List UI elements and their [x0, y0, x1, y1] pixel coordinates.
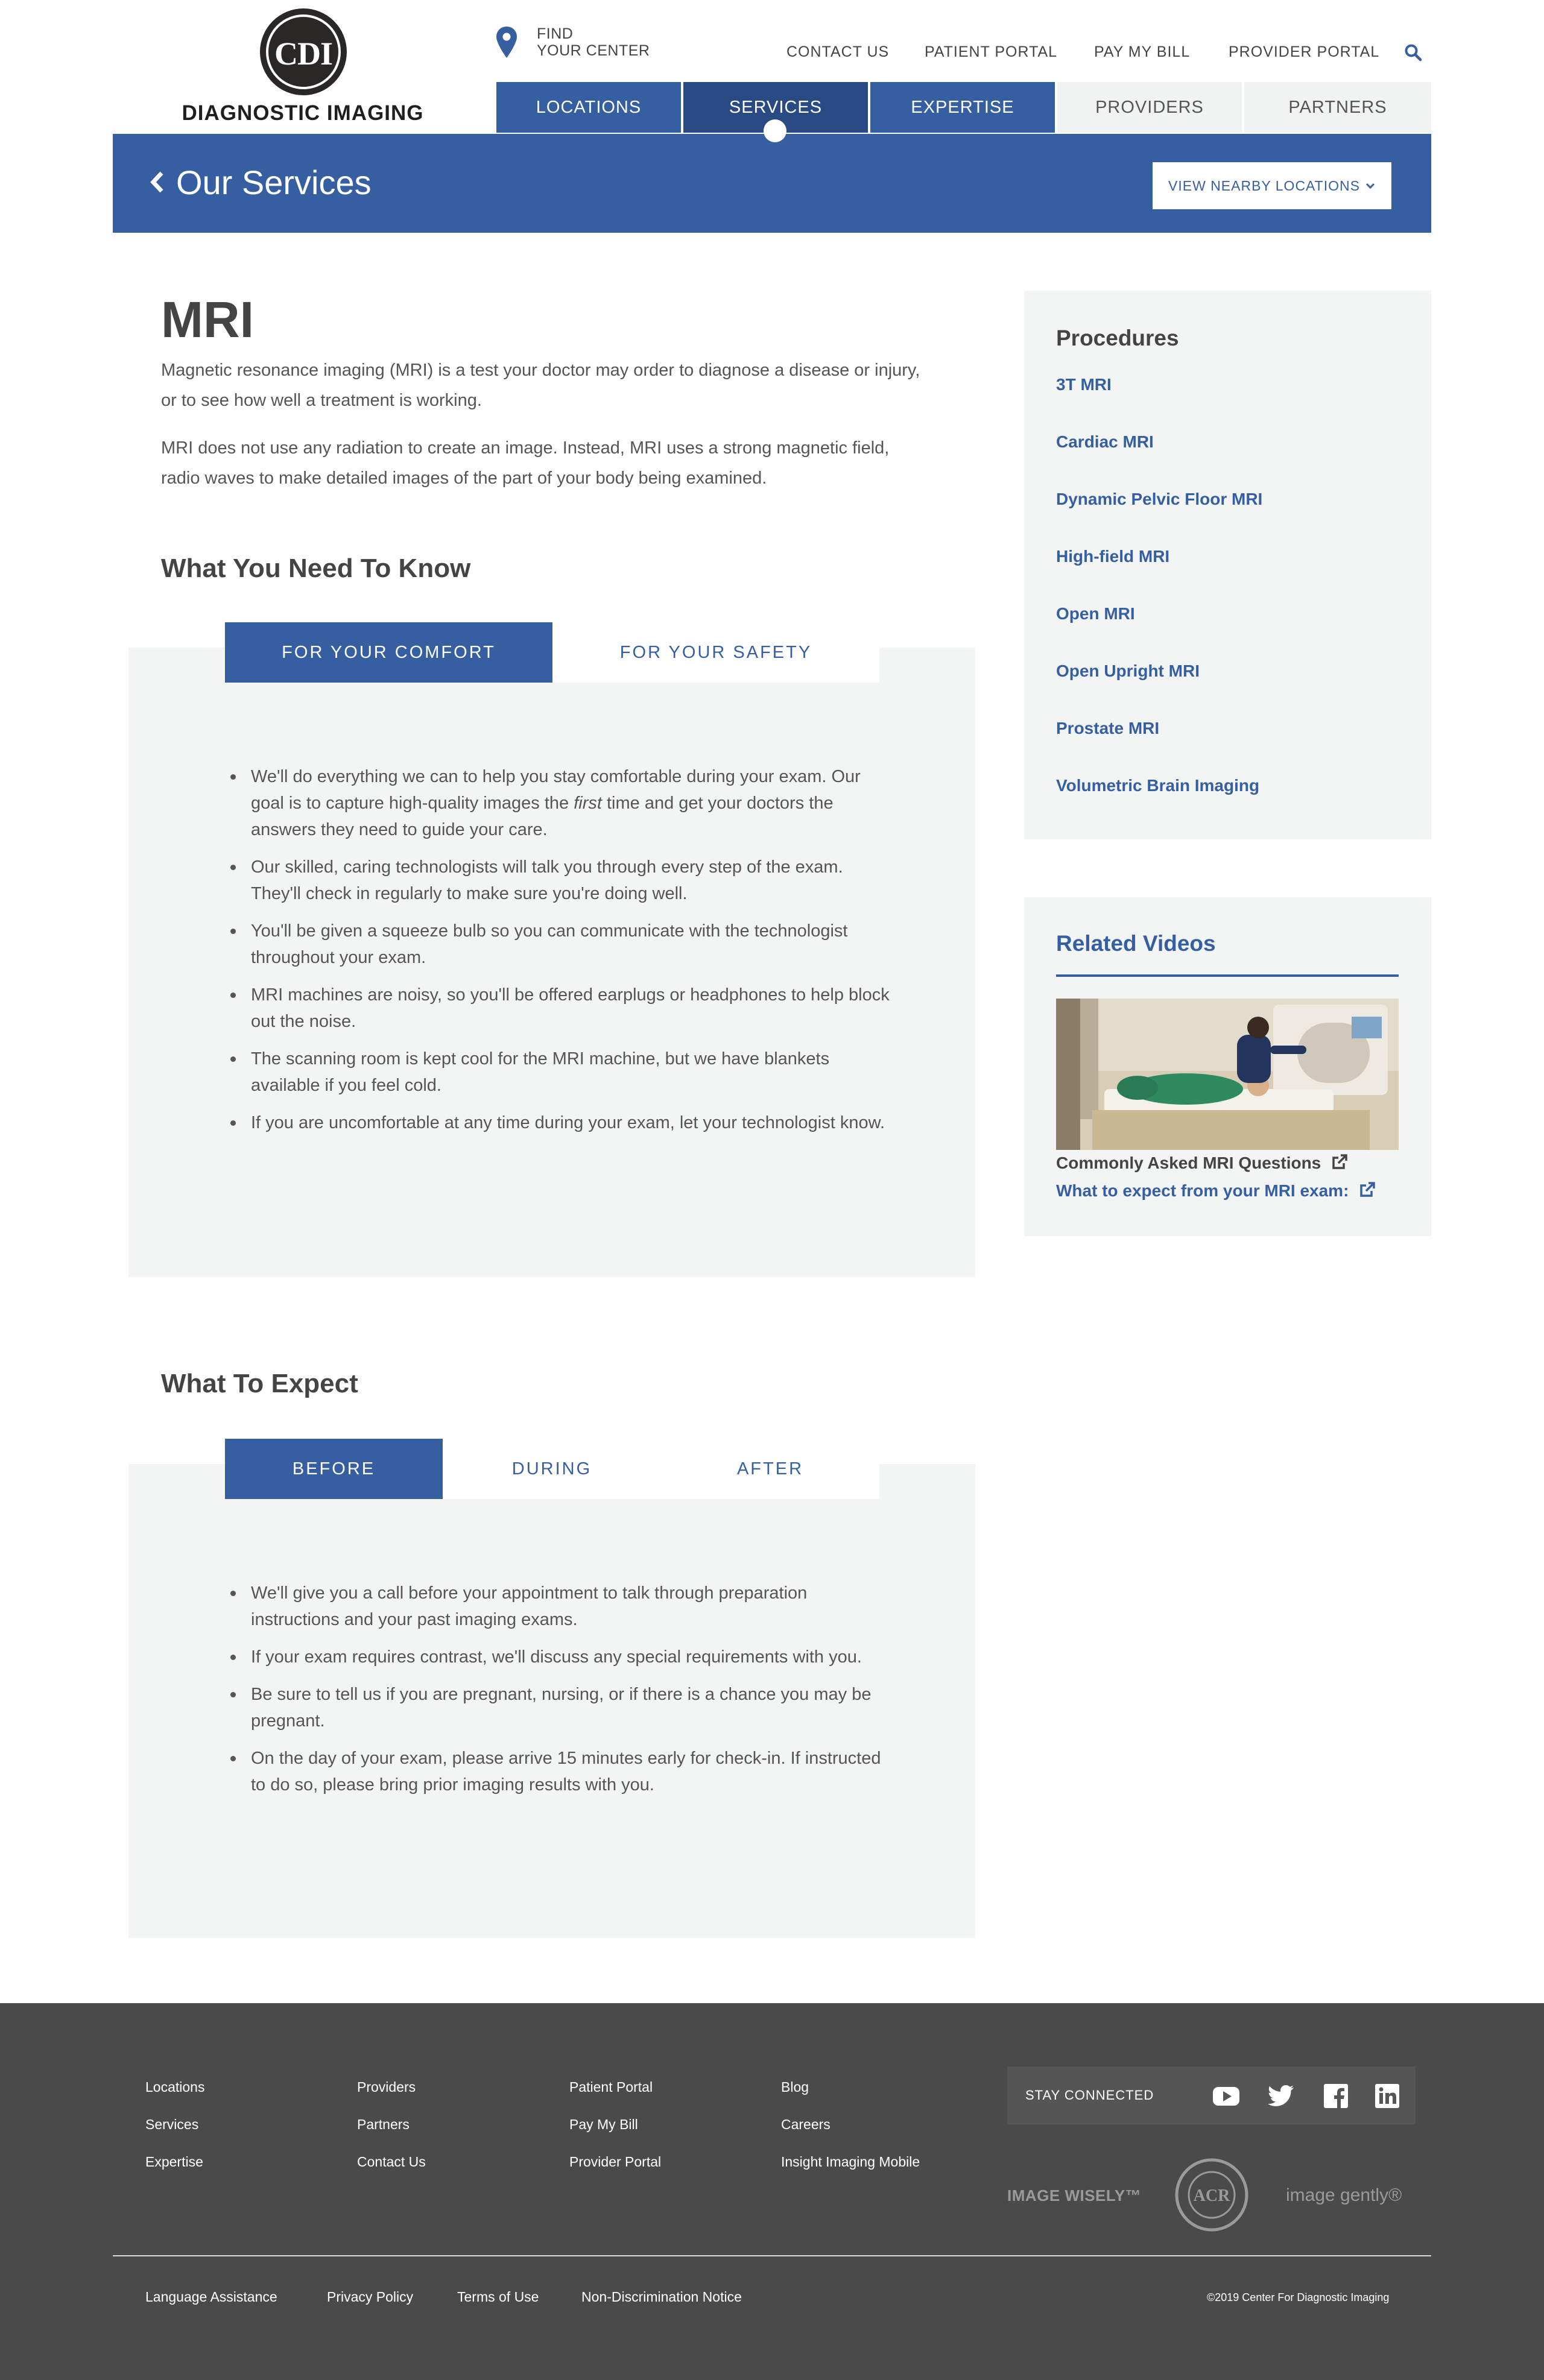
nav-tab-locations[interactable]: LOCATIONS [496, 82, 681, 133]
divider [113, 2255, 1431, 2256]
footer-link-providers[interactable]: Providers [357, 2079, 416, 2095]
related-videos-heading: Related Videos [1056, 931, 1216, 956]
procedure-link-dynamic-pelvic-floor-mri[interactable]: Dynamic Pelvic Floor MRI [1056, 490, 1263, 508]
list-item: On the day of your exam, please arrive 15 minutes early for check-in. If instructed to do so, please bring prior imaging results with you. [251, 1745, 890, 1798]
list-item: You'll be given a squeeze bulb so you can communicate with the technologist throughout your exam. [251, 918, 890, 971]
copyright: ©2019 Center For Diagnostic Imaging [1207, 2291, 1390, 2303]
list-item [251, 763, 890, 843]
facebook-icon[interactable] [1322, 2082, 1350, 2110]
list-item: If your exam requires contrast, we'll discuss any special requirements with you. [251, 1644, 890, 1670]
footer-link-expertise[interactable]: Expertise [145, 2154, 203, 2170]
video-thumbnail[interactable] [1056, 999, 1399, 1150]
procedures-heading: Procedures [1056, 326, 1179, 350]
external-link-icon [1358, 1181, 1376, 1199]
what-to-expect-heading: What To Expect [161, 1369, 358, 1398]
provider-portal-link[interactable]: PROVIDER PORTAL [1229, 43, 1380, 60]
banner-title[interactable]: Our Services [176, 163, 372, 201]
privacy-policy-link[interactable]: Privacy Policy [327, 2289, 414, 2305]
nav-tab-services[interactable]: SERVICES [683, 82, 868, 133]
divider [1056, 974, 1399, 977]
tab-during[interactable]: DURING [511, 1459, 592, 1479]
nav-tab-expertise[interactable]: EXPERTISE [870, 82, 1055, 133]
footer-link-pay-my-bill[interactable]: Pay My Bill [569, 2116, 638, 2132]
logo-wordmark: DIAGNOSTIC IMAGING [182, 101, 424, 125]
view-nearby-locations-button[interactable] [1153, 162, 1391, 209]
comfort-bullet-list [251, 763, 890, 1147]
list-item-text: We'll do everything we can to help you stay comfortable during your exam. Our goal is to capture high-quality images the [251, 767, 861, 813]
procedure-link-high-field-mri[interactable]: High-field MRI [1056, 547, 1170, 566]
procedure-link-cardiac-mri[interactable]: Cardiac MRI [1056, 432, 1154, 451]
footer-link-services[interactable]: Services [145, 2116, 199, 2132]
acr-seal-text: ACR [1193, 2186, 1230, 2205]
need-to-know-tabs [225, 622, 879, 683]
procedure-link-3t-mri[interactable]: 3T MRI [1056, 375, 1112, 394]
list-item: Be sure to tell us if you are pregnant, nursing, or if there is a chance you may be pregnant. [251, 1681, 890, 1734]
procedure-link-prostate-mri[interactable]: Prostate MRI [1056, 719, 1160, 737]
footer-link-blog[interactable]: Blog [781, 2079, 809, 2095]
video-link-text: What to expect from your MRI exam: [1056, 1181, 1349, 1200]
list-item: The scanning room is kept cool for the MRI machine, but we have blankets available if you feel cold. [251, 1046, 890, 1099]
image-gently-logo[interactable]: image gently® [1286, 2185, 1402, 2205]
footer-link-contact-us[interactable]: Contact Us [357, 2154, 426, 2170]
terms-of-use-link[interactable]: Terms of Use [457, 2289, 539, 2305]
list-item: If you are uncomfortable at any time during your exam, let your technologist know. [251, 1110, 890, 1136]
nav-tab-providers[interactable]: PROVIDERS [1057, 82, 1242, 133]
nav-tab-partners[interactable]: PARTNERS [1244, 82, 1431, 133]
footer-link-locations[interactable]: Locations [145, 2079, 205, 2095]
tab-for-your-comfort[interactable]: FOR YOUR COMFORT [225, 622, 552, 683]
list-item-emphasis: first [574, 794, 602, 813]
footer-link-insight-imaging-mobile[interactable]: Insight Imaging Mobile [781, 2154, 920, 2170]
tab-before[interactable]: BEFORE [225, 1439, 443, 1499]
list-item: We'll give you a call before your appointment to talk through preparation instructions and your past imaging exams. [251, 1580, 890, 1633]
view-nearby-label: VIEW NEARBY LOCATIONS [1168, 177, 1360, 194]
what-to-expect-tabs [225, 1439, 879, 1499]
intro-paragraph: Magnetic resonance imaging (MRI) is a test your doctor may order to diagnose a disease or injury, or to see how well a treatment is working. [161, 361, 920, 410]
footer-link-careers[interactable]: Careers [781, 2116, 831, 2132]
video-caption[interactable] [1056, 1153, 1349, 1173]
linkedin-icon[interactable] [1373, 2082, 1401, 2110]
patient-portal-link[interactable]: PATIENT PORTAL [925, 43, 1058, 60]
video-link[interactable] [1056, 1181, 1376, 1201]
tab-after[interactable]: AFTER [736, 1459, 804, 1479]
need-to-know-heading: What You Need To Know [161, 554, 471, 583]
intro-paragraph: MRI does not use any radiation to create an image. Instead, MRI uses a strong magnetic field, radio waves to make detailed images of the part of your body being examined. [161, 438, 890, 488]
acr-seal-logo[interactable] [1174, 2157, 1249, 2232]
contact-us-link[interactable]: CONTACT US [786, 43, 890, 60]
non-discrimination-notice-link[interactable]: Non-Discrimination Notice [581, 2289, 742, 2305]
chevron-left-icon[interactable] [148, 170, 166, 194]
search-icon[interactable] [1404, 43, 1422, 62]
chevron-down-icon [1365, 182, 1376, 189]
find-center-label[interactable]: FIND [537, 25, 574, 42]
before-bullet-list [251, 1580, 890, 1809]
list-item: MRI machines are noisy, so you'll be offered earplugs or headphones to help block out the noise. [251, 982, 890, 1035]
tab-for-your-safety[interactable]: FOR YOUR SAFETY [619, 642, 812, 662]
pay-my-bill-link[interactable]: PAY MY BILL [1094, 43, 1191, 60]
list-item-text: time and get your doctors the answers they need to guide your care. [251, 794, 834, 839]
language-assistance-link[interactable]: Language Assistance [145, 2289, 277, 2305]
page-title: MRI [161, 291, 254, 348]
stay-connected-label: STAY CONNECTED [1025, 2088, 1154, 2103]
footer-link-provider-portal[interactable]: Provider Portal [569, 2154, 662, 2170]
find-center-label[interactable]: YOUR CENTER [537, 42, 650, 59]
logo-initials: CDI [274, 36, 332, 72]
image-wisely-logo[interactable]: IMAGE WISELY™ [1007, 2186, 1142, 2205]
footer-link-partners[interactable]: Partners [357, 2116, 410, 2132]
procedure-link-volumetric-brain-imaging[interactable]: Volumetric Brain Imaging [1056, 776, 1260, 795]
footer-link-patient-portal[interactable]: Patient Portal [569, 2079, 653, 2095]
map-pin-icon[interactable] [495, 25, 519, 59]
external-link-icon [1330, 1153, 1349, 1171]
active-tab-indicator [764, 119, 786, 142]
procedure-link-open-mri[interactable]: Open MRI [1056, 604, 1135, 623]
list-item: Our skilled, caring technologists will talk you through every step of the exam. They'll check in regularly to make sure you're doing well. [251, 854, 890, 907]
video-caption-text: Commonly Asked MRI Questions [1056, 1154, 1321, 1172]
twitter-icon[interactable] [1267, 2082, 1295, 2110]
youtube-icon[interactable] [1212, 2082, 1240, 2110]
procedure-link-open-upright-mri[interactable]: Open Upright MRI [1056, 661, 1200, 680]
